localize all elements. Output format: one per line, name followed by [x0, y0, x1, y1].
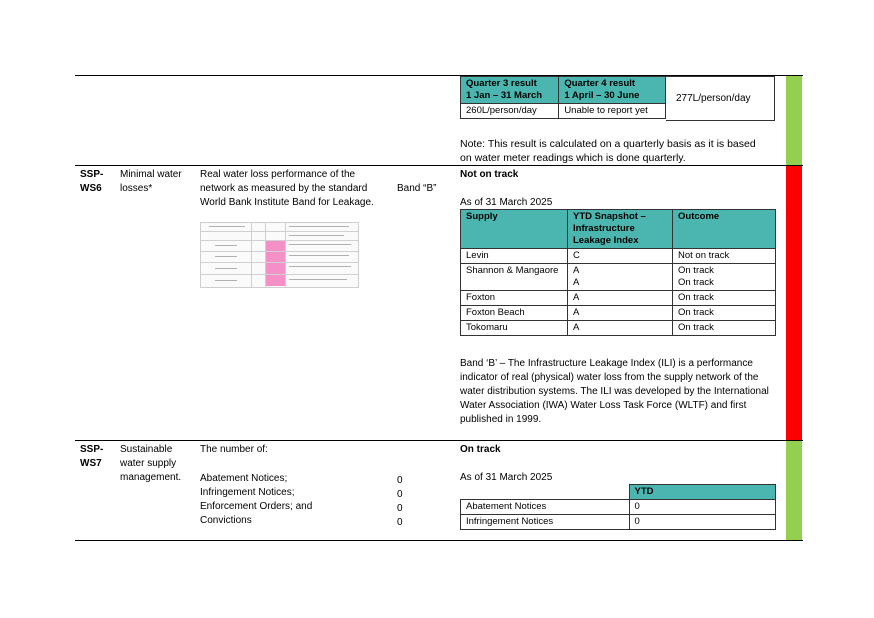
ws6-para-line-1: Band ‘B’ – The Infrastructure Leakage Index (ILI) is a performance — [460, 358, 753, 369]
ws6-code-line-2: WS6 — [80, 183, 102, 194]
notice-label-cell: Abatement Notices — [461, 500, 630, 515]
table-row — [461, 291, 776, 306]
ws6-para-line-4: Water Association (IWA) Water Loss Task Force (WLTF) and first — [460, 400, 747, 411]
supply-cell: Shannon & Mangaore — [461, 264, 568, 291]
ws6-target: Band “B” — [397, 183, 437, 194]
ws6-desc-line-1: Real water loss performance of the — [200, 169, 356, 180]
ws7-code-line-2: WS7 — [80, 458, 102, 469]
table-row — [461, 321, 776, 336]
notice-value-cell: 0 — [629, 500, 776, 515]
ytd-cell: A A — [568, 264, 673, 291]
ws7-item-label: Infringement Notices; — [200, 487, 295, 498]
outcome-cell: On track On track — [673, 264, 776, 291]
ws7-item-target: 0 — [397, 503, 403, 514]
ws6-desc-line-3: World Bank Institute Band for Leakage. — [200, 197, 374, 208]
ws6-col-supply: Supply — [461, 210, 568, 249]
supply-cell: Foxton Beach — [461, 306, 568, 321]
ws6-col-outcome: Outcome — [673, 210, 776, 249]
supply-cell: Foxton — [461, 291, 568, 306]
ws7-measure-line-2: water supply — [120, 458, 177, 469]
ws6-para-line-5: published in 1999. — [460, 414, 542, 425]
notice-value-cell: 0 — [629, 515, 776, 530]
ws7-col-ytd: YTD — [629, 485, 776, 500]
ws7-status: On track — [460, 444, 501, 455]
ws6-measure-line-1: Minimal water — [120, 169, 182, 180]
q3-value: 260L/person/day — [461, 104, 559, 119]
ws6-code-line-1: SSP- — [80, 169, 104, 180]
ws6-leakage-table — [460, 209, 776, 336]
status-bar-ws6 — [786, 166, 802, 440]
ws7-notices-table — [460, 484, 776, 530]
table-row — [461, 249, 776, 264]
ytd-cell: C — [568, 249, 673, 264]
ws6-para-line-2: indicator of real (physical) water loss from the supply network of the — [460, 372, 759, 383]
ws7-item-target: 0 — [397, 489, 403, 500]
ws7-item-label: Convictions — [200, 515, 252, 526]
ws6-para-line-3: water distribution systems. The ILI was developed by the International — [460, 386, 769, 397]
q4-header: Quarter 4 result 1 April – 30 June — [559, 77, 666, 104]
ws7-item-target: 0 — [397, 517, 403, 528]
note-line-2: on water meter readings which is done quarterly. — [460, 152, 686, 164]
band-reference-table-image — [200, 222, 359, 288]
rule-ws6 — [75, 165, 803, 166]
ytd-cell: A — [568, 291, 673, 306]
supply-cell: Levin — [461, 249, 568, 264]
table-row — [461, 515, 776, 530]
ws6-measure-line-2: losses* — [120, 183, 153, 194]
ws7-blank-header — [461, 485, 630, 500]
status-bar-ws7 — [786, 441, 802, 540]
ws7-measure-line-1: Sustainable — [120, 444, 173, 455]
rule-ws7 — [75, 440, 803, 441]
q3-header: Quarter 3 result 1 Jan – 31 March — [461, 77, 559, 104]
ws7-item-label: Abatement Notices; — [200, 473, 288, 484]
ytd-cell: A — [568, 321, 673, 336]
table-row — [461, 306, 776, 321]
rule-bottom — [75, 540, 803, 541]
outcome-cell: On track — [673, 321, 776, 336]
note-line-1: Note: This result is calculated on a quarterly basis as it is based — [460, 138, 756, 150]
quarter-results-table — [460, 76, 666, 119]
outcome-cell: On track — [673, 306, 776, 321]
ws7-item-target: 0 — [397, 475, 403, 486]
notice-label-cell: Infringement Notices — [461, 515, 630, 530]
ws7-as-of: As of 31 March 2025 — [460, 472, 553, 483]
ws6-status: Not on track — [460, 169, 519, 180]
table-row — [461, 500, 776, 515]
ws6-as-of: As of 31 March 2025 — [460, 197, 553, 208]
status-bar-top — [786, 76, 802, 165]
q4-value: Unable to report yet — [559, 104, 666, 119]
outcome-cell: On track — [673, 291, 776, 306]
outcome-cell: Not on track — [673, 249, 776, 264]
ws7-item-label: Enforcement Orders; and — [200, 501, 313, 512]
supply-cell: Tokomaru — [461, 321, 568, 336]
ytd-result-value: 277L/person/day — [676, 93, 751, 104]
ws7-desc-intro: The number of: — [200, 444, 268, 455]
ytd-cell: A — [568, 306, 673, 321]
ws7-code-line-1: SSP- — [80, 444, 104, 455]
table-row — [461, 264, 776, 291]
ws6-col-ytd: YTD Snapshot – Infrastructure Leakage Index — [568, 210, 673, 249]
ws6-desc-line-2: network as measured by the standard — [200, 183, 368, 194]
ws7-measure-line-3: management. — [120, 472, 182, 483]
